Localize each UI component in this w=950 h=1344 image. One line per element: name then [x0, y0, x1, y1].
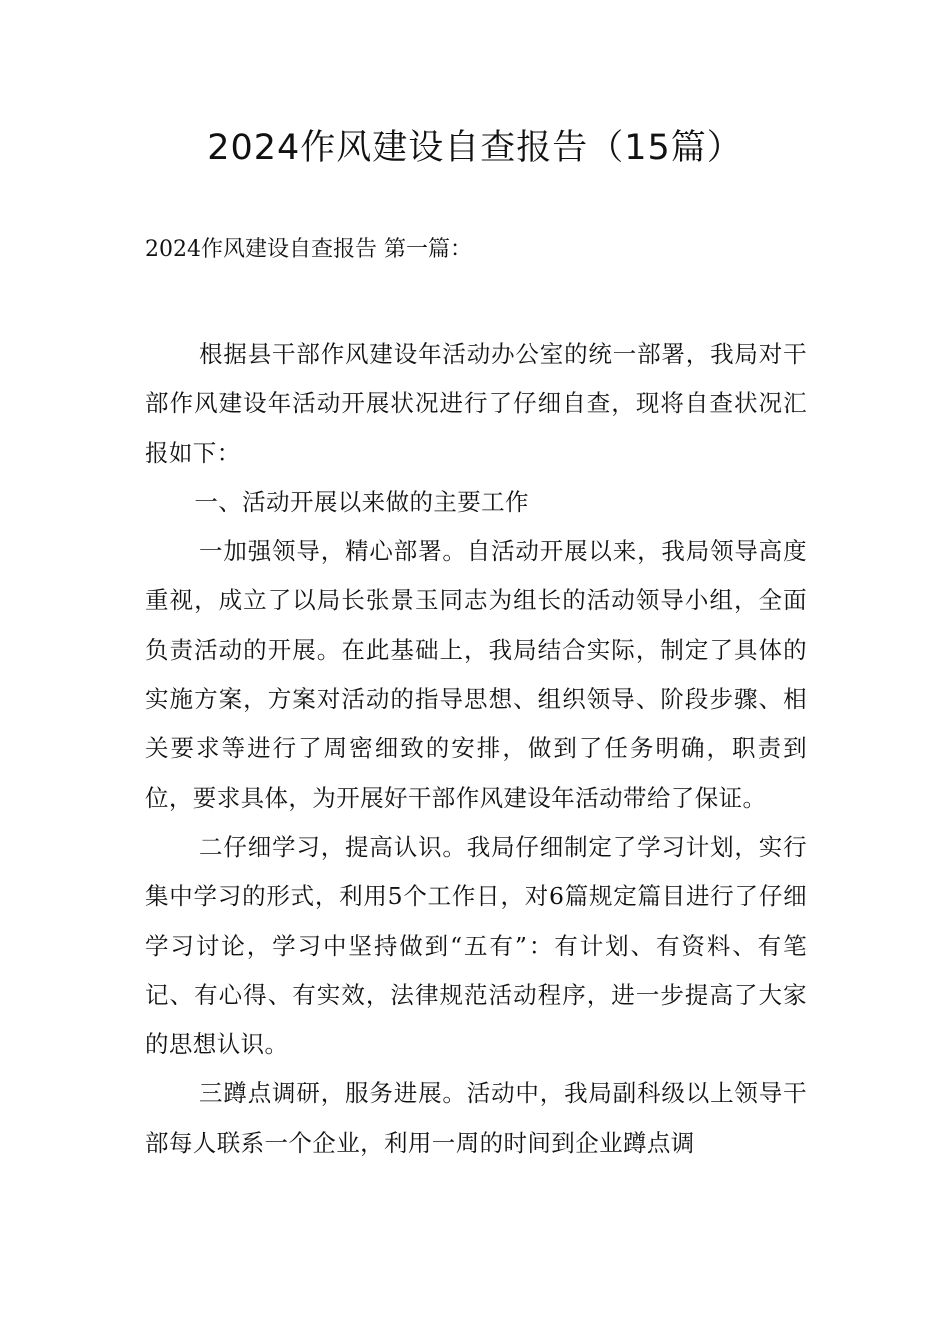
document-body: [145, 330, 807, 1168]
document-subtitle: 2024作风建设自查报告 第一篇：: [145, 237, 472, 262]
body-paragraph-leadership: 一加强领导，精心部署。自活动开展以来，我局领导高度重视，成立了以局长张景玉同志为组长的活动领导小组，全面负责活动的开展。在此基础上，我局结合实际，制定了具体的实施方案，方案对活动的指导思想、组织领导、阶段步骤、相关要求等进行了周密细致的安排，做到了任务明确，职责到位，要求具体，为开展好干部作风建设年活动带给了保证。: [145, 537, 807, 812]
body-paragraph-research: 三蹲点调研，服务进展。活动中，我局副科级以上领导干部每人联系一个企业，利用一周的时间到企业蹲点调: [145, 1079, 807, 1157]
section-heading: 一、活动开展以来做的主要工作: [194, 487, 529, 516]
body-paragraph-study: 二仔细学习，提高认识。我局仔细制定了学习计划，实行集中学习的形式，利用5个工作日，对6篇规定篇目进行了仔细学习讨论，学习中坚持做到“五有”：有计划、有资料、有笔记、有心得、有实效，法律规范活动程序，进一步提高了大家的思想认识。: [145, 832, 807, 1059]
document-title: 2024作风建设自查报告（15篇）: [207, 128, 743, 168]
body-paragraph-intro: 根据县干部作风建设年活动办公室的统一部署，我局对干部作风建设年活动开展状况进行了仔细自查，现将自查状况汇报如下：: [145, 340, 807, 467]
